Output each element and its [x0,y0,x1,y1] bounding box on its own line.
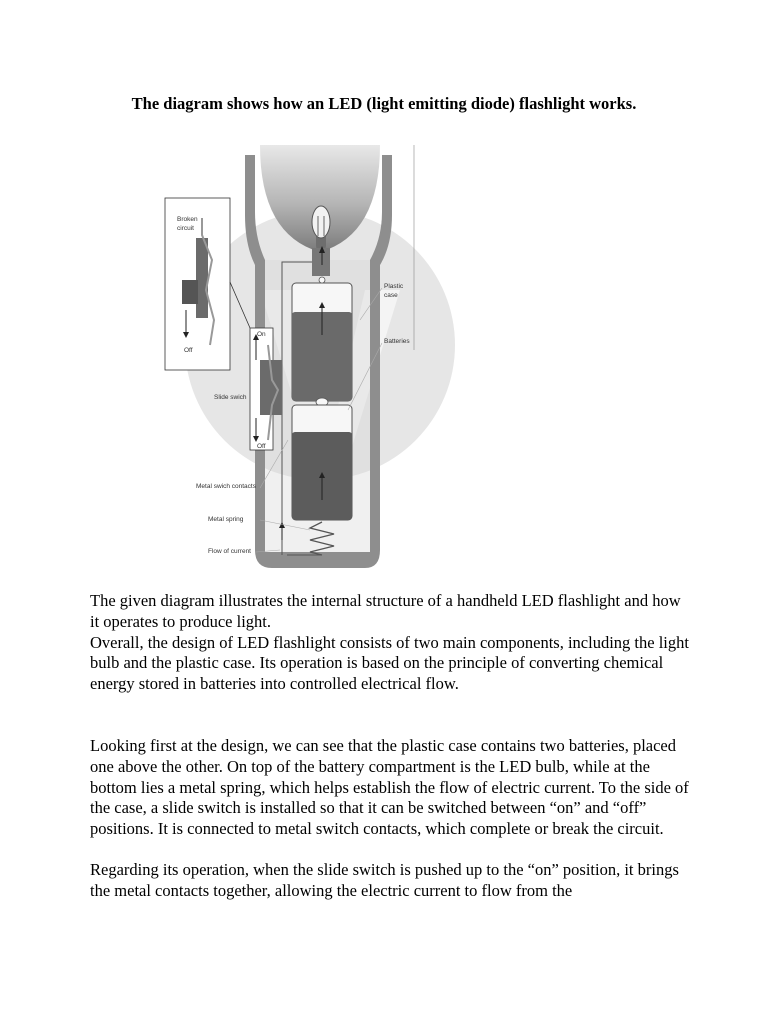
paragraph-intro: The given diagram illustrates the internal structure of a handheld LED flashlight and how it operates to produce light. [90,591,681,631]
label-on: On [257,331,266,338]
label-plastic-case-2: case [384,292,398,299]
flashlight-diagram-svg [160,140,460,570]
label-broken-circuit-2: circuit [177,225,194,232]
label-batteries: Batteries [384,338,410,345]
led-bulb [312,206,330,238]
label-off: Off [257,443,266,450]
flashlight-diagram [160,140,460,570]
label-slide-switch: Slide swich [214,394,247,401]
document-body [90,591,690,902]
label-broken-circuit-1: Broken [177,216,198,223]
paragraph-operation: Regarding its operation, when the slide switch is pushed up to the “on” position, it brings the metal contacts together, allowing the electric current to flow from the [90,859,679,900]
paragraph-overview: Overall, the design of LED flashlight consists of two main components, including the light bulb and the plastic case. Its operation is based on the principle of converting chemical energy stored in batteries into controlled electrical flow. [90,632,689,694]
label-metal-switch-contacts: Metal swich contacts [196,483,256,490]
label-flow-of-current: Flow of current [208,548,251,555]
label-plastic-case-1: Plastic [384,283,404,290]
label-metal-spring: Metal spring [208,516,244,523]
paragraph-design: Looking first at the design, we can see that the plastic case contains two batteries, placed one above the other. On top of the battery compartment is the LED bulb, while at the bottom lies a metal spring, which helps establish the flow of electric current. To the side of the case, a slide switch is installed so that it can be switched between “on” and “off” positions. It is connected to metal switch contacts, which complete or break the circuit. [90,735,689,839]
label-off-inset: Off [184,347,193,354]
document-title: The diagram shows how an LED (light emitting diode) flashlight works. [131,94,637,113]
